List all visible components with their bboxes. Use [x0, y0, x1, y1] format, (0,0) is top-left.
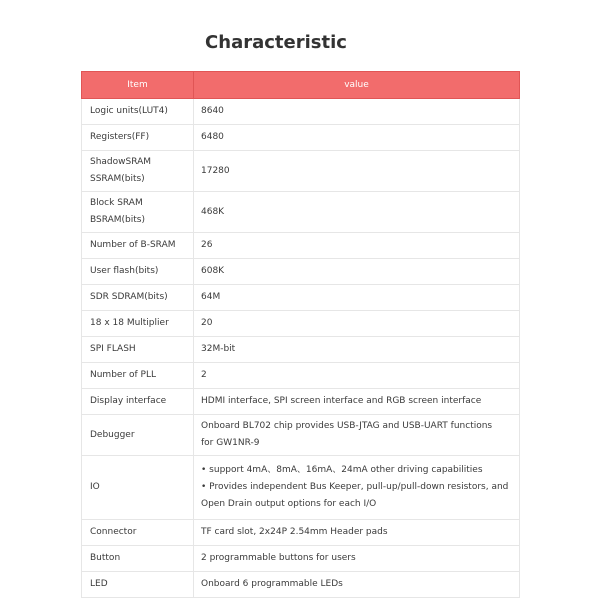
row-item — [82, 389, 194, 415]
row-value — [194, 389, 520, 415]
table-row — [82, 546, 520, 572]
table-row — [82, 389, 520, 415]
table-row — [82, 520, 520, 546]
item-text: User flash(bits) — [90, 266, 159, 276]
value-text: 8640 — [201, 106, 224, 116]
row-item — [82, 415, 194, 456]
row-item — [82, 285, 194, 311]
value-text: Open Drain output options for each I/O — [201, 499, 377, 509]
item-text: Connector — [90, 527, 137, 537]
page-title: Characteristic — [205, 32, 347, 53]
row-item — [82, 363, 194, 389]
value-text: TF card slot, 2x24P 2.54mm Header pads — [201, 527, 388, 537]
row-value — [194, 572, 520, 598]
row-value — [194, 151, 520, 192]
table-row — [82, 572, 520, 598]
value-text: 26 — [201, 240, 213, 250]
item-text: Debugger — [90, 429, 135, 440]
row-item — [82, 151, 194, 192]
table-row — [82, 363, 520, 389]
table-header-row — [82, 72, 520, 99]
value-text: Onboard 6 programmable LEDs — [201, 579, 343, 589]
row-item — [82, 192, 194, 233]
value-text: 20 — [201, 318, 213, 328]
value-text: 608K — [201, 266, 225, 276]
row-item — [82, 520, 194, 546]
row-value — [194, 311, 520, 337]
table-row — [82, 151, 520, 192]
table-row — [82, 99, 520, 125]
row-value — [194, 456, 520, 520]
item-text: SDR SDRAM(bits) — [90, 292, 168, 302]
item-text: SSRAM(bits) — [90, 174, 145, 184]
value-text: 2 — [201, 370, 207, 380]
item-text: Registers(FF) — [90, 132, 150, 142]
table-row — [82, 285, 520, 311]
row-item — [82, 125, 194, 151]
row-value — [194, 192, 520, 233]
item-text: LED — [90, 579, 108, 589]
header-value: value — [194, 72, 520, 99]
row-item — [82, 99, 194, 125]
value-text: 64M — [201, 292, 221, 302]
header-item: Item — [82, 72, 194, 99]
value-text: 468K — [201, 206, 225, 217]
row-item — [82, 233, 194, 259]
value-text: 2 programmable buttons for users — [201, 553, 356, 563]
row-value — [194, 363, 520, 389]
row-value — [194, 337, 520, 363]
table-row — [82, 125, 520, 151]
item-text: Button — [90, 553, 121, 563]
item-text: BSRAM(bits) — [90, 215, 145, 225]
table-row — [82, 233, 520, 259]
table-row — [82, 415, 520, 456]
item-text: Block SRAM — [90, 198, 143, 208]
item-text: Number of B-SRAM — [90, 240, 176, 250]
item-text: Display interface — [90, 396, 167, 406]
row-value — [194, 285, 520, 311]
table-row — [82, 456, 520, 520]
value-text: 32M-bit — [201, 344, 236, 354]
table-row — [82, 311, 520, 337]
value-text: for GW1NR-9 — [201, 438, 260, 448]
row-item — [82, 311, 194, 337]
item-text: Number of PLL — [90, 370, 157, 380]
table-row — [82, 259, 520, 285]
row-value — [194, 520, 520, 546]
value-text: 6480 — [201, 132, 224, 142]
row-value — [194, 546, 520, 572]
table-row — [82, 192, 520, 233]
item-text: IO — [90, 482, 100, 492]
row-item — [82, 259, 194, 285]
row-item — [82, 456, 194, 520]
value-text: Onboard BL702 chip provides USB-JTAG and USB-UART functions — [201, 421, 493, 431]
value-text: HDMI interface, SPI screen interface and RGB screen interface — [201, 396, 482, 406]
row-value — [194, 125, 520, 151]
item-text: 18 x 18 Multiplier — [90, 318, 169, 328]
characteristic-table — [81, 71, 520, 598]
row-item — [82, 546, 194, 572]
table-row — [82, 337, 520, 363]
row-value — [194, 259, 520, 285]
row-value — [194, 233, 520, 259]
value-text: 17280 — [201, 165, 230, 176]
row-value — [194, 99, 520, 125]
value-text: • Provides independent Bus Keeper, pull-up/pull-down resistors, and — [201, 482, 509, 492]
table-body — [82, 99, 520, 598]
item-text: Logic units(LUT4) — [90, 106, 168, 116]
item-text: ShadowSRAM — [90, 157, 152, 167]
value-text: • support 4mA、8mA、16mA、24mA other driving capabilities — [201, 465, 483, 475]
row-item — [82, 572, 194, 598]
row-value — [194, 415, 520, 456]
item-text: SPI FLASH — [90, 344, 136, 354]
row-item — [82, 337, 194, 363]
